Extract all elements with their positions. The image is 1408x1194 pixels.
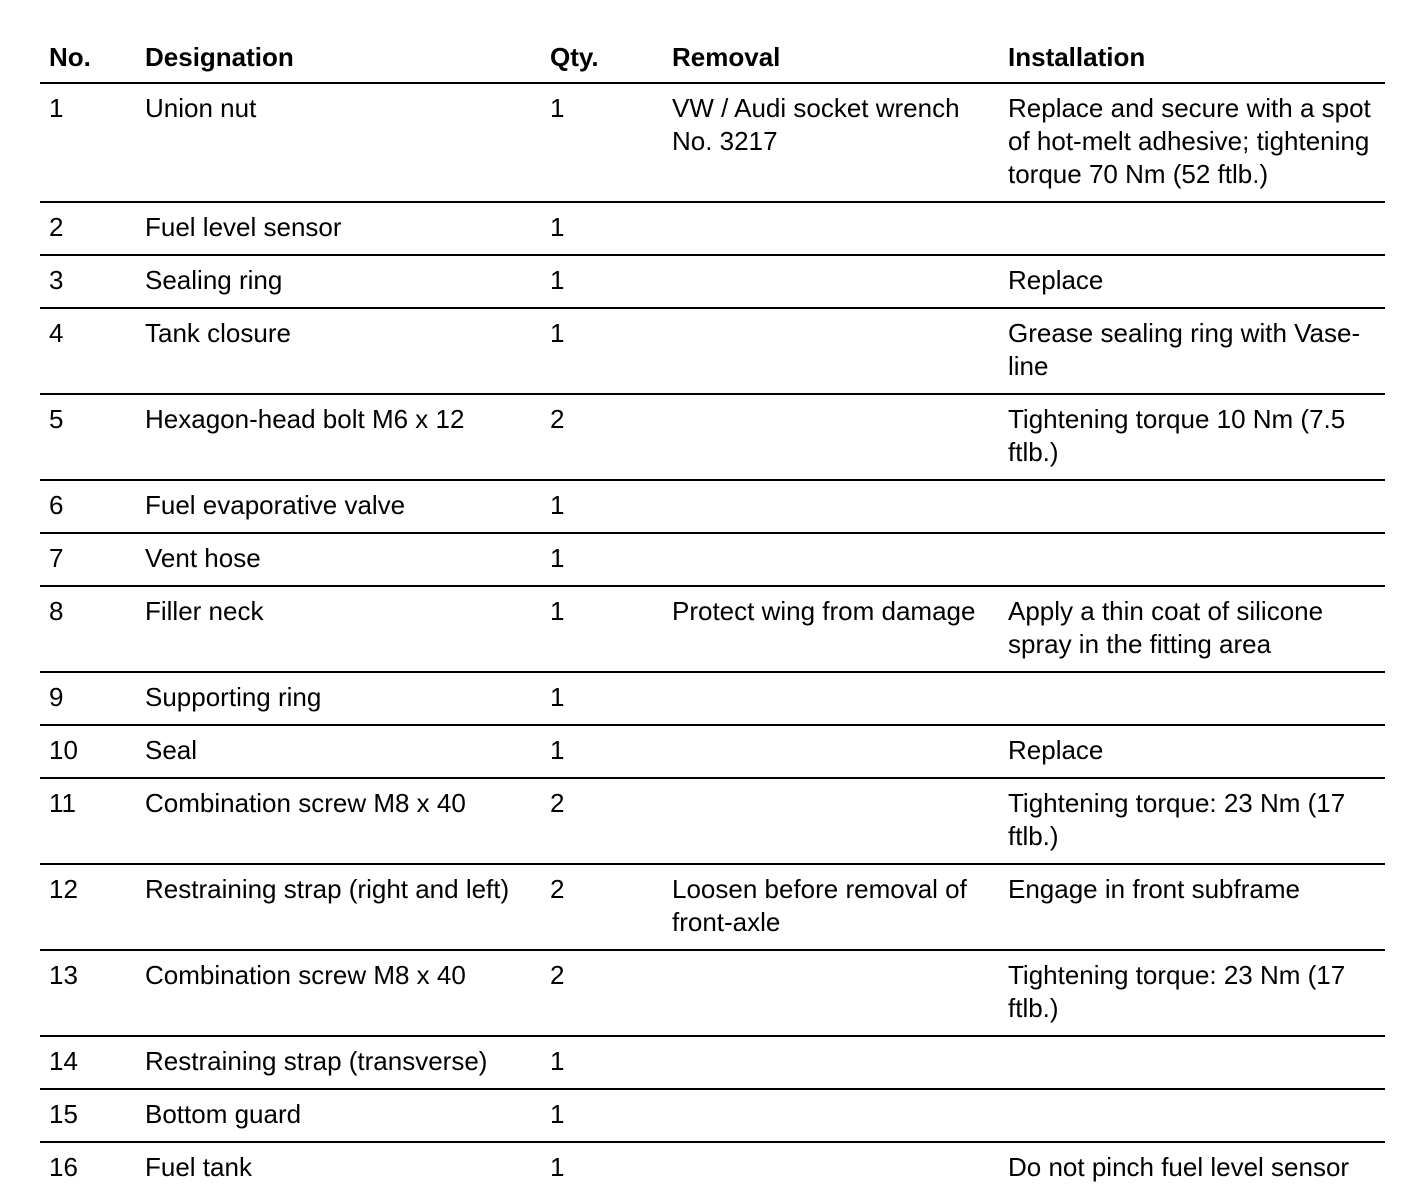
- table-row: [40, 395, 1385, 481]
- cell-removal: Protect wing from damage: [672, 596, 976, 626]
- cell-no: 12: [49, 874, 78, 904]
- cell-removal: [663, 403, 999, 469]
- header-removal: Removal: [672, 42, 781, 72]
- table-row: [40, 1037, 1385, 1090]
- cell-removal: [663, 959, 999, 1025]
- cell-no: 9: [49, 682, 64, 712]
- cell-designation: Filler neck: [145, 596, 264, 626]
- header-installation: Installation: [1008, 42, 1146, 72]
- cell-designation: Combination screw M8 x 40: [145, 788, 466, 818]
- cell-installation: Replace: [1008, 735, 1104, 765]
- header-qty: Qty.: [550, 42, 599, 72]
- cell-qty: 1: [550, 596, 565, 626]
- cell-removal: [663, 1045, 999, 1078]
- cell-designation: Seal: [145, 735, 198, 765]
- table-row: [40, 726, 1385, 779]
- cell-qty: 2: [550, 404, 565, 434]
- cell-removal: VW / Audi socket wrench No. 3217: [672, 93, 960, 156]
- table-row: [40, 534, 1385, 587]
- table-row: [40, 865, 1385, 951]
- cell-installation: Replace and secure with a spot of hot-melt adhesive; tightening torque 70 Nm (52 ftlb.): [1008, 93, 1371, 189]
- cell-removal: [663, 211, 999, 244]
- cell-installation: Tightening torque 10 Nm (7.5 ftlb.): [1008, 404, 1346, 467]
- table-row: [40, 587, 1385, 673]
- cell-no: 2: [49, 212, 64, 242]
- cell-designation: Restraining strap (right and left): [145, 874, 510, 904]
- cell-removal: Loosen before removal of front-axle: [672, 874, 967, 937]
- cell-designation: Vent hose: [145, 543, 261, 573]
- cell-no: 4: [49, 318, 64, 348]
- cell-installation: Tightening torque: 23 Nm (17 ftlb.): [1008, 788, 1346, 851]
- cell-removal: [663, 542, 999, 575]
- header-designation: Designation: [145, 42, 294, 72]
- cell-installation: Grease sealing ring with Vase-line: [1008, 318, 1361, 381]
- cell-qty: 1: [550, 212, 565, 242]
- cell-removal: [663, 1151, 999, 1184]
- cell-qty: 1: [550, 735, 565, 765]
- cell-no: 14: [49, 1046, 78, 1076]
- cell-installation: [999, 1098, 1385, 1131]
- cell-qty: 1: [550, 490, 565, 520]
- table-row: [40, 309, 1385, 395]
- cell-designation: Combination screw M8 x 40: [145, 960, 466, 990]
- cell-removal: [663, 1098, 999, 1131]
- header-no: No.: [49, 42, 91, 72]
- table-row: [40, 673, 1385, 726]
- cell-no: 8: [49, 596, 64, 626]
- cell-qty: 1: [550, 1046, 565, 1076]
- cell-installation: Do not pinch fuel level sensor: [1008, 1152, 1350, 1182]
- table-row: [40, 1090, 1385, 1143]
- table-body: [40, 84, 1385, 1194]
- cell-qty: 1: [550, 1099, 565, 1129]
- cell-removal: [663, 734, 999, 767]
- cell-installation: Apply a thin coat of silicone spray in the fitting area: [1008, 596, 1324, 659]
- cell-no: 16: [49, 1152, 78, 1182]
- table-row: [40, 951, 1385, 1037]
- cell-qty: 2: [550, 960, 565, 990]
- parts-table: [40, 36, 1385, 1194]
- cell-designation: Fuel level sensor: [145, 212, 342, 242]
- table-header: [40, 36, 1385, 84]
- cell-designation: Union nut: [145, 93, 257, 123]
- cell-removal: [663, 787, 999, 853]
- cell-qty: 1: [550, 543, 565, 573]
- cell-designation: Bottom guard: [145, 1099, 302, 1129]
- cell-installation: Engage in front subframe: [1008, 874, 1300, 904]
- cell-designation: Tank closure: [145, 318, 291, 348]
- table-row: [40, 779, 1385, 865]
- cell-qty: 1: [550, 318, 565, 348]
- cell-no: 10: [49, 735, 78, 765]
- cell-designation: Supporting ring: [145, 682, 322, 712]
- cell-qty: 1: [550, 1152, 565, 1182]
- cell-qty: 1: [550, 682, 565, 712]
- cell-installation: Replace: [1008, 265, 1104, 295]
- table-row: [40, 203, 1385, 256]
- cell-installation: Tightening torque: 23 Nm (17 ftlb.): [1008, 960, 1346, 1023]
- cell-designation: Fuel tank: [145, 1152, 252, 1182]
- cell-installation: [999, 1045, 1385, 1078]
- cell-designation: Fuel evaporative valve: [145, 490, 406, 520]
- table-row: [40, 481, 1385, 534]
- table-row: [40, 1143, 1385, 1194]
- cell-no: 15: [49, 1099, 78, 1129]
- cell-no: 1: [49, 93, 64, 123]
- cell-qty: 1: [550, 93, 565, 123]
- cell-installation: [999, 489, 1385, 522]
- cell-qty: 2: [550, 788, 565, 818]
- cell-installation: [999, 681, 1385, 714]
- table-row: [40, 256, 1385, 309]
- cell-installation: [999, 211, 1385, 244]
- cell-no: 5: [49, 404, 64, 434]
- cell-designation: Restraining strap (transverse): [145, 1046, 488, 1076]
- cell-designation: Sealing ring: [145, 265, 283, 295]
- cell-removal: [663, 681, 999, 714]
- cell-removal: [663, 264, 999, 297]
- cell-removal: [663, 489, 999, 522]
- cell-removal: [663, 317, 999, 383]
- cell-qty: 2: [550, 874, 565, 904]
- cell-no: 13: [49, 960, 78, 990]
- table-row: [40, 84, 1385, 203]
- cell-no: 11: [49, 788, 76, 818]
- cell-installation: [999, 542, 1385, 575]
- cell-designation: Hexagon-head bolt M6 x 12: [145, 404, 465, 434]
- cell-qty: 1: [550, 265, 565, 295]
- cell-no: 3: [49, 265, 64, 295]
- cell-no: 7: [49, 543, 64, 573]
- cell-no: 6: [49, 490, 64, 520]
